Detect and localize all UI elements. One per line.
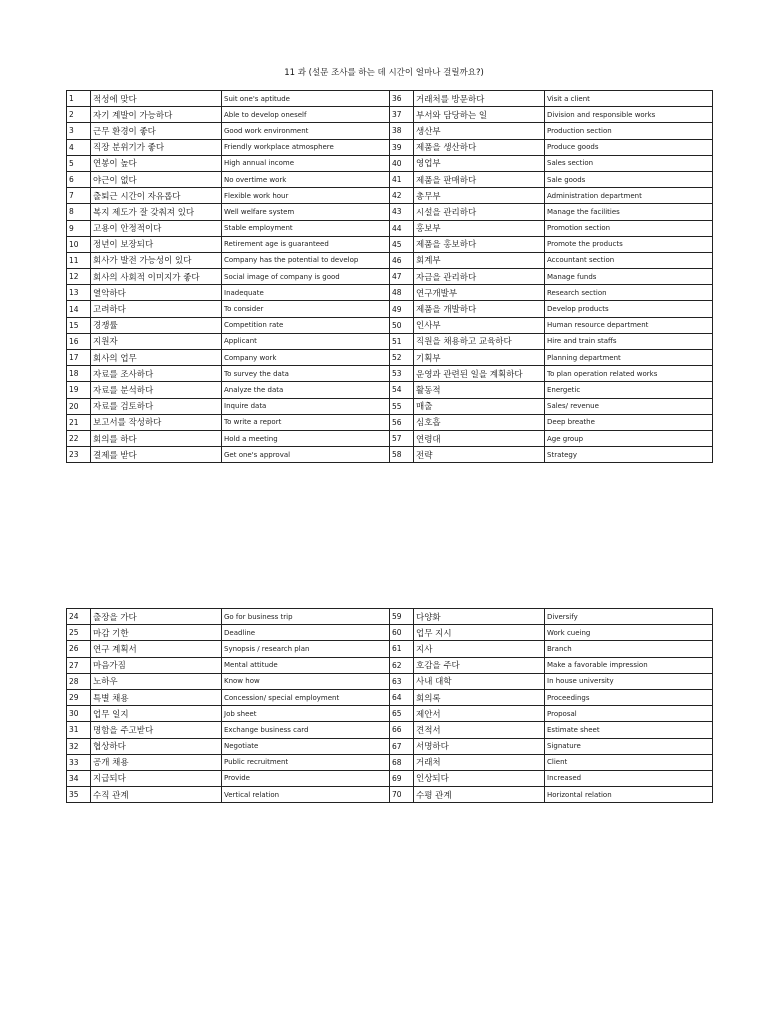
korean-term: 지급되다 xyxy=(91,770,222,786)
entry-number: 10 xyxy=(67,236,91,252)
korean-term: 회사의 사회적 이미지가 좋다 xyxy=(91,269,222,285)
korean-term: 복지 제도가 잘 갖춰져 있다 xyxy=(91,204,222,220)
korean-term: 제품을 생산하다 xyxy=(414,139,545,155)
entry-number: 20 xyxy=(67,398,91,414)
entry-number: 63 xyxy=(390,673,414,689)
entry-number: 66 xyxy=(390,722,414,738)
entry-number: 18 xyxy=(67,366,91,382)
entry-number: 57 xyxy=(390,430,414,446)
english-meaning: Make a favorable impression xyxy=(545,657,713,673)
korean-term: 거래처를 방문하다 xyxy=(414,91,545,107)
entry-number: 56 xyxy=(390,414,414,430)
korean-term: 마음가짐 xyxy=(91,657,222,673)
entry-number: 29 xyxy=(67,689,91,705)
table-row xyxy=(67,706,713,722)
korean-term: 회의를 하다 xyxy=(91,430,222,446)
korean-term: 회사의 업무 xyxy=(91,350,222,366)
korean-term: 견적서 xyxy=(414,722,545,738)
korean-term: 시설을 관리하다 xyxy=(414,204,545,220)
korean-term: 협상하다 xyxy=(91,738,222,754)
table-row xyxy=(67,430,713,446)
english-meaning: Public recruitment xyxy=(222,754,390,770)
english-meaning: Manage the facilities xyxy=(545,204,713,220)
table-row xyxy=(67,236,713,252)
entry-number: 37 xyxy=(390,107,414,123)
korean-term: 연구개발부 xyxy=(414,285,545,301)
entry-number: 42 xyxy=(390,188,414,204)
entry-number: 59 xyxy=(390,609,414,625)
korean-term: 호감을 주다 xyxy=(414,657,545,673)
english-meaning: Promotion section xyxy=(545,220,713,236)
entry-number: 36 xyxy=(390,91,414,107)
korean-term: 지사 xyxy=(414,641,545,657)
english-meaning: Age group xyxy=(545,430,713,446)
korean-term: 자기 계발이 가능하다 xyxy=(91,107,222,123)
english-meaning: Client xyxy=(545,754,713,770)
entry-number: 32 xyxy=(67,738,91,754)
entry-number: 7 xyxy=(67,188,91,204)
vocab-table-2-body xyxy=(67,609,713,803)
korean-term: 직장 분위기가 좋다 xyxy=(91,139,222,155)
english-meaning: Competition rate xyxy=(222,317,390,333)
english-meaning: Concession/ special employment xyxy=(222,689,390,705)
english-meaning: To consider xyxy=(222,301,390,317)
english-meaning: Vertical relation xyxy=(222,787,390,803)
entry-number: 43 xyxy=(390,204,414,220)
english-meaning: Branch xyxy=(545,641,713,657)
korean-term: 제안서 xyxy=(414,706,545,722)
korean-term: 매출 xyxy=(414,398,545,414)
entry-number: 55 xyxy=(390,398,414,414)
english-meaning: Social image of company is good xyxy=(222,269,390,285)
entry-number: 48 xyxy=(390,285,414,301)
english-meaning: Retirement age is guaranteed xyxy=(222,236,390,252)
entry-number: 62 xyxy=(390,657,414,673)
entry-number: 23 xyxy=(67,447,91,463)
entry-number: 27 xyxy=(67,657,91,673)
table-row xyxy=(67,787,713,803)
english-meaning: To write a report xyxy=(222,414,390,430)
korean-term: 운영과 관련된 일을 계획하다 xyxy=(414,366,545,382)
english-meaning: Human resource department xyxy=(545,317,713,333)
table-row xyxy=(67,609,713,625)
table-row xyxy=(67,350,713,366)
korean-term: 자료를 조사하다 xyxy=(91,366,222,382)
english-meaning: Develop products xyxy=(545,301,713,317)
english-meaning: To plan operation related works xyxy=(545,366,713,382)
korean-term: 고용이 안정적이다 xyxy=(91,220,222,236)
korean-term: 근무 환경이 좋다 xyxy=(91,123,222,139)
table-row xyxy=(67,269,713,285)
table-row xyxy=(67,673,713,689)
english-meaning: Research section xyxy=(545,285,713,301)
korean-term: 특별 채용 xyxy=(91,689,222,705)
entry-number: 65 xyxy=(390,706,414,722)
english-meaning: Go for business trip xyxy=(222,609,390,625)
entry-number: 41 xyxy=(390,171,414,187)
entry-number: 54 xyxy=(390,382,414,398)
entry-number: 19 xyxy=(67,382,91,398)
table-row xyxy=(67,641,713,657)
english-meaning: High annual income xyxy=(222,155,390,171)
korean-term: 지원자 xyxy=(91,333,222,349)
korean-term: 제품을 홍보하다 xyxy=(414,236,545,252)
english-meaning: Well welfare system xyxy=(222,204,390,220)
entry-number: 53 xyxy=(390,366,414,382)
english-meaning: Estimate sheet xyxy=(545,722,713,738)
korean-term: 출퇴근 시간이 자유롭다 xyxy=(91,188,222,204)
english-meaning: Analyze the data xyxy=(222,382,390,398)
english-meaning: Sales/ revenue xyxy=(545,398,713,414)
korean-term: 인사부 xyxy=(414,317,545,333)
entry-number: 17 xyxy=(67,350,91,366)
entry-number: 2 xyxy=(67,107,91,123)
entry-number: 13 xyxy=(67,285,91,301)
korean-term: 부서와 담당하는 일 xyxy=(414,107,545,123)
table-row xyxy=(67,107,713,123)
entry-number: 60 xyxy=(390,625,414,641)
english-meaning: Company work xyxy=(222,350,390,366)
english-meaning: Deep breathe xyxy=(545,414,713,430)
english-meaning: Hold a meeting xyxy=(222,430,390,446)
table-row xyxy=(67,366,713,382)
table-row xyxy=(67,770,713,786)
table-row xyxy=(67,188,713,204)
english-meaning: Planning department xyxy=(545,350,713,366)
korean-term: 야근이 없다 xyxy=(91,171,222,187)
vocab-table-1 xyxy=(66,90,713,463)
entry-number: 25 xyxy=(67,625,91,641)
entry-number: 50 xyxy=(390,317,414,333)
korean-term: 공개 채용 xyxy=(91,754,222,770)
korean-term: 보고서를 작성하다 xyxy=(91,414,222,430)
korean-term: 결제를 받다 xyxy=(91,447,222,463)
english-meaning: Synopsis / research plan xyxy=(222,641,390,657)
korean-term: 수평 관계 xyxy=(414,787,545,803)
entry-number: 30 xyxy=(67,706,91,722)
korean-term: 회의록 xyxy=(414,689,545,705)
english-meaning: Know how xyxy=(222,673,390,689)
entry-number: 24 xyxy=(67,609,91,625)
table-row xyxy=(67,333,713,349)
english-meaning: Flexible work hour xyxy=(222,188,390,204)
english-meaning: Exchange business card xyxy=(222,722,390,738)
entry-number: 16 xyxy=(67,333,91,349)
english-meaning: Able to develop oneself xyxy=(222,107,390,123)
entry-number: 44 xyxy=(390,220,414,236)
table-row xyxy=(67,204,713,220)
english-meaning: No overtime work xyxy=(222,171,390,187)
korean-term: 회사가 발전 가능성이 있다 xyxy=(91,252,222,268)
table-row xyxy=(67,657,713,673)
korean-term: 고려하다 xyxy=(91,301,222,317)
korean-term: 자금을 관리하다 xyxy=(414,269,545,285)
english-meaning: Proceedings xyxy=(545,689,713,705)
korean-term: 적성에 맞다 xyxy=(91,91,222,107)
table-row xyxy=(67,754,713,770)
entry-number: 38 xyxy=(390,123,414,139)
english-meaning: Company has the potential to develop xyxy=(222,252,390,268)
entry-number: 33 xyxy=(67,754,91,770)
entry-number: 51 xyxy=(390,333,414,349)
english-meaning: Stable employment xyxy=(222,220,390,236)
entry-number: 34 xyxy=(67,770,91,786)
entry-number: 6 xyxy=(67,171,91,187)
korean-term: 자료를 분석하다 xyxy=(91,382,222,398)
english-meaning: Administration department xyxy=(545,188,713,204)
entry-number: 47 xyxy=(390,269,414,285)
entry-number: 21 xyxy=(67,414,91,430)
table-row xyxy=(67,123,713,139)
entry-number: 40 xyxy=(390,155,414,171)
korean-term: 회계부 xyxy=(414,252,545,268)
table-row xyxy=(67,155,713,171)
table-row xyxy=(67,414,713,430)
korean-term: 연령대 xyxy=(414,430,545,446)
korean-term: 출장을 가다 xyxy=(91,609,222,625)
entry-number: 3 xyxy=(67,123,91,139)
entry-number: 15 xyxy=(67,317,91,333)
korean-term: 영업부 xyxy=(414,155,545,171)
english-meaning: Job sheet xyxy=(222,706,390,722)
korean-term: 홍보부 xyxy=(414,220,545,236)
english-meaning: Inquire data xyxy=(222,398,390,414)
english-meaning: Work cueing xyxy=(545,625,713,641)
table-row xyxy=(67,382,713,398)
entry-number: 46 xyxy=(390,252,414,268)
entry-number: 69 xyxy=(390,770,414,786)
table-row xyxy=(67,252,713,268)
entry-number: 5 xyxy=(67,155,91,171)
korean-term: 거래처 xyxy=(414,754,545,770)
entry-number: 9 xyxy=(67,220,91,236)
table-row xyxy=(67,91,713,107)
korean-term: 업무 지시 xyxy=(414,625,545,641)
entry-number: 35 xyxy=(67,787,91,803)
english-meaning: Suit one's aptitude xyxy=(222,91,390,107)
entry-number: 49 xyxy=(390,301,414,317)
english-meaning: Division and responsible works xyxy=(545,107,713,123)
vocab-table-2 xyxy=(66,608,713,803)
entry-number: 1 xyxy=(67,91,91,107)
korean-term: 노하우 xyxy=(91,673,222,689)
english-meaning: Get one's approval xyxy=(222,447,390,463)
english-meaning: Signature xyxy=(545,738,713,754)
english-meaning: Manage funds xyxy=(545,269,713,285)
table-row xyxy=(67,220,713,236)
korean-term: 연봉이 높다 xyxy=(91,155,222,171)
korean-term: 다양화 xyxy=(414,609,545,625)
entry-number: 12 xyxy=(67,269,91,285)
table-row xyxy=(67,285,713,301)
korean-term: 총무부 xyxy=(414,188,545,204)
english-meaning: Applicant xyxy=(222,333,390,349)
english-meaning: Increased xyxy=(545,770,713,786)
english-meaning: Negotiate xyxy=(222,738,390,754)
english-meaning: Good work environment xyxy=(222,123,390,139)
english-meaning: Diversify xyxy=(545,609,713,625)
korean-term: 업무 일지 xyxy=(91,706,222,722)
english-meaning: To survey the data xyxy=(222,366,390,382)
english-meaning: Inadequate xyxy=(222,285,390,301)
korean-term: 서명하다 xyxy=(414,738,545,754)
english-meaning: Hire and train staffs xyxy=(545,333,713,349)
entry-number: 70 xyxy=(390,787,414,803)
table-row xyxy=(67,689,713,705)
english-meaning: Proposal xyxy=(545,706,713,722)
entry-number: 68 xyxy=(390,754,414,770)
korean-term: 명함을 주고받다 xyxy=(91,722,222,738)
entry-number: 14 xyxy=(67,301,91,317)
table-row xyxy=(67,625,713,641)
entry-number: 28 xyxy=(67,673,91,689)
english-meaning: Promote the products xyxy=(545,236,713,252)
korean-term: 제품을 개발하다 xyxy=(414,301,545,317)
entry-number: 39 xyxy=(390,139,414,155)
table-row xyxy=(67,722,713,738)
entry-number: 67 xyxy=(390,738,414,754)
korean-term: 활동적 xyxy=(414,382,545,398)
vocab-table-1-body xyxy=(67,91,713,463)
english-meaning: Friendly workplace atmosphere xyxy=(222,139,390,155)
table-row xyxy=(67,317,713,333)
korean-term: 전략 xyxy=(414,447,545,463)
english-meaning: Production section xyxy=(545,123,713,139)
korean-term: 사내 대학 xyxy=(414,673,545,689)
table-row xyxy=(67,171,713,187)
korean-term: 정년이 보장되다 xyxy=(91,236,222,252)
english-meaning: In house university xyxy=(545,673,713,689)
korean-term: 생산부 xyxy=(414,123,545,139)
entry-number: 4 xyxy=(67,139,91,155)
entry-number: 64 xyxy=(390,689,414,705)
english-meaning: Horizontal relation xyxy=(545,787,713,803)
table-row xyxy=(67,738,713,754)
english-meaning: Energetic xyxy=(545,382,713,398)
english-meaning: Visit a client xyxy=(545,91,713,107)
entry-number: 61 xyxy=(390,641,414,657)
korean-term: 마감 기한 xyxy=(91,625,222,641)
korean-term: 자료를 검토하다 xyxy=(91,398,222,414)
entry-number: 45 xyxy=(390,236,414,252)
entry-number: 11 xyxy=(67,252,91,268)
entry-number: 8 xyxy=(67,204,91,220)
entry-number: 26 xyxy=(67,641,91,657)
english-meaning: Mental attitude xyxy=(222,657,390,673)
entry-number: 52 xyxy=(390,350,414,366)
table-row xyxy=(67,301,713,317)
english-meaning: Provide xyxy=(222,770,390,786)
korean-term: 직원을 채용하고 교육하다 xyxy=(414,333,545,349)
table-row xyxy=(67,398,713,414)
entry-number: 22 xyxy=(67,430,91,446)
english-meaning: Sale goods xyxy=(545,171,713,187)
korean-term: 심호흡 xyxy=(414,414,545,430)
english-meaning: Sales section xyxy=(545,155,713,171)
english-meaning: Strategy xyxy=(545,447,713,463)
table-row xyxy=(67,447,713,463)
english-meaning: Deadline xyxy=(222,625,390,641)
korean-term: 제품을 판매하다 xyxy=(414,171,545,187)
korean-term: 연구 계획서 xyxy=(91,641,222,657)
korean-term: 수직 관계 xyxy=(91,787,222,803)
korean-term: 기획부 xyxy=(414,350,545,366)
korean-term: 열악하다 xyxy=(91,285,222,301)
entry-number: 31 xyxy=(67,722,91,738)
english-meaning: Produce goods xyxy=(545,139,713,155)
english-meaning: Accountant section xyxy=(545,252,713,268)
korean-term: 경쟁률 xyxy=(91,317,222,333)
table-row xyxy=(67,139,713,155)
entry-number: 58 xyxy=(390,447,414,463)
korean-term: 인상되다 xyxy=(414,770,545,786)
page-title: 11 과 (설문 조사를 하는 데 시간이 얼마나 걸릴까요?) xyxy=(284,68,484,78)
